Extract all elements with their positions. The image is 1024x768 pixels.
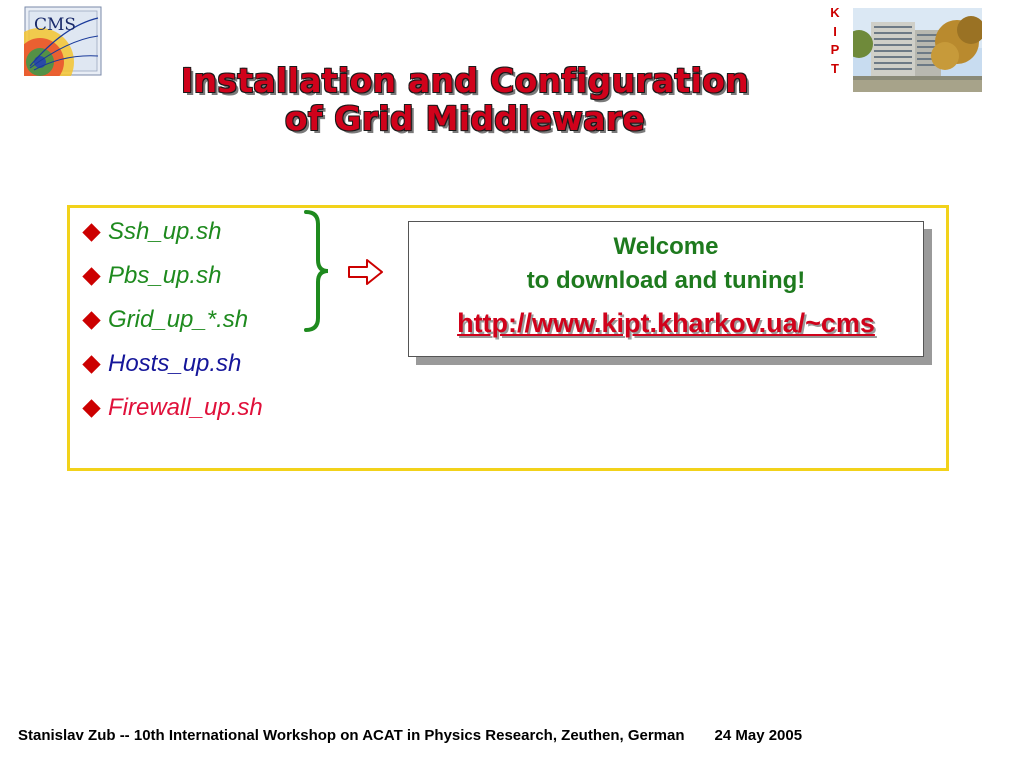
- footer: [18, 727, 802, 744]
- diamond-bullet-icon: [82, 311, 100, 329]
- list-item: [82, 386, 263, 430]
- diamond-bullet-icon: [82, 223, 100, 241]
- kipt-letter: I: [833, 23, 837, 39]
- cms-logo-text: CMS: [34, 15, 77, 35]
- list-item: [82, 298, 263, 342]
- script-name: Ssh_up.sh: [108, 218, 222, 245]
- script-name: Hosts_up.sh: [108, 350, 242, 377]
- list-item: [82, 254, 263, 298]
- arrow-right-icon: [347, 258, 385, 286]
- kipt-letter: P: [830, 42, 840, 57]
- page-title-line-1: Installation and Configuration: [181, 61, 749, 100]
- script-list: [82, 210, 263, 430]
- page-title-line-2: of Grid Middleware: [284, 99, 646, 138]
- diamond-bullet-icon: [82, 355, 100, 373]
- footer-date: 24 May 2005: [714, 727, 803, 744]
- script-name: Firewall_up.sh: [108, 394, 263, 421]
- list-item: [82, 342, 263, 386]
- kipt-letter: T: [831, 60, 839, 76]
- welcome-subheading: to download and tuning!: [526, 267, 806, 294]
- kipt-building-photo: [853, 8, 982, 92]
- script-name: Pbs_up.sh: [108, 262, 222, 289]
- cms-logo: [24, 6, 102, 76]
- welcome-box: [408, 221, 924, 357]
- list-item: [82, 210, 263, 254]
- kipt-letter: K: [830, 5, 840, 20]
- right-brace-icon: [300, 208, 332, 334]
- diamond-bullet-icon: [82, 267, 100, 285]
- download-link[interactable]: http://www.kipt.kharkov.ua/~cms: [457, 308, 875, 338]
- script-name: Grid_up_*.sh: [108, 306, 249, 333]
- page-title: [100, 62, 830, 138]
- footer-text: Stanislav Zub -- 10th International Workshop on ACAT in Physics Research, Zeuthen, German: [18, 727, 685, 744]
- welcome-heading: Welcome: [613, 233, 719, 260]
- diamond-bullet-icon: [82, 399, 100, 417]
